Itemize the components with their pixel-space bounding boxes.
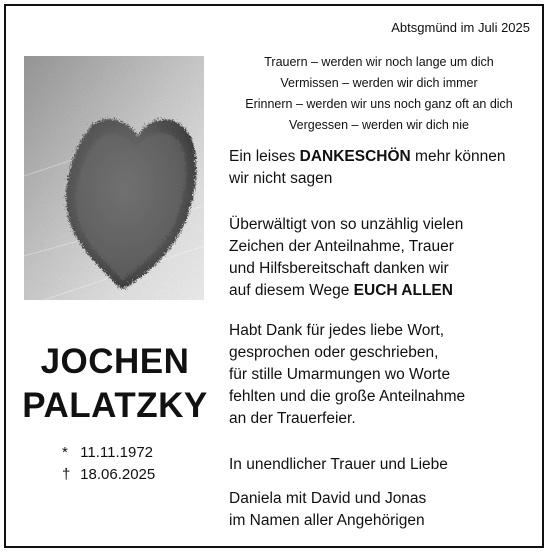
text-line <box>229 280 529 302</box>
birth-date-row <box>62 442 155 464</box>
heart-image <box>24 56 204 300</box>
thanks-words-paragraph <box>229 320 529 430</box>
poem-line: Vermissen – werden wir dich immer <box>280 76 478 90</box>
gratitude-paragraph <box>229 214 529 302</box>
text-line: und Hilfsbereitschaft danken wir <box>229 260 449 277</box>
death-date-row <box>62 464 155 486</box>
birth-symbol: * <box>62 444 68 461</box>
death-date: 18.06.2025 <box>80 466 156 483</box>
bold-thanks: DANKESCHÖN <box>299 148 411 165</box>
text-fragment: mehr können <box>410 148 506 165</box>
heart-photo <box>24 56 204 300</box>
text-line <box>229 146 529 168</box>
text-line: im Namen aller Angehörigen <box>229 512 425 529</box>
poem-line: Vergessen – werden wir dich nie <box>289 118 469 132</box>
birth-date: 11.11.1972 <box>80 444 154 461</box>
bold-all: EUCH ALLEN <box>353 282 453 299</box>
text-fragment: Ein leises <box>229 148 300 165</box>
text-line: In unendlicher Trauer und Liebe <box>229 456 448 473</box>
signature <box>229 488 529 532</box>
text-line: gesprochen oder geschrieben, <box>229 344 439 361</box>
text-line: an der Trauerfeier. <box>229 410 356 427</box>
text-line: wir nicht sagen <box>229 170 333 187</box>
first-name: JOCHEN <box>40 342 190 381</box>
text-line: für stille Umarmungen wo Worte <box>229 366 451 383</box>
thanks-paragraph <box>229 146 529 190</box>
text-fragment: auf diesem Wege <box>229 282 354 299</box>
poem <box>228 52 530 136</box>
life-dates <box>62 442 155 486</box>
text-line: Zeichen der Anteilnahme, Trauer <box>229 238 454 255</box>
deceased-name <box>20 340 210 428</box>
poem-line: Erinnern – werden wir uns noch ganz oft an dich <box>245 97 513 111</box>
mourning-line <box>229 454 529 476</box>
poem-line: Trauern – werden wir noch lange um dich <box>264 55 494 69</box>
last-name: PALATZKY <box>22 386 208 425</box>
text-line: Daniela mit David und Jonas <box>229 490 427 507</box>
place-date: Abtsgmünd im Juli 2025 <box>391 20 530 35</box>
text-line: Überwältigt von so unzählig vielen <box>229 216 464 233</box>
death-symbol: † <box>62 466 71 483</box>
text-line: fehlten und die große Anteilnahme <box>229 388 466 405</box>
text-line: Habt Dank für jedes liebe Wort, <box>229 322 445 339</box>
